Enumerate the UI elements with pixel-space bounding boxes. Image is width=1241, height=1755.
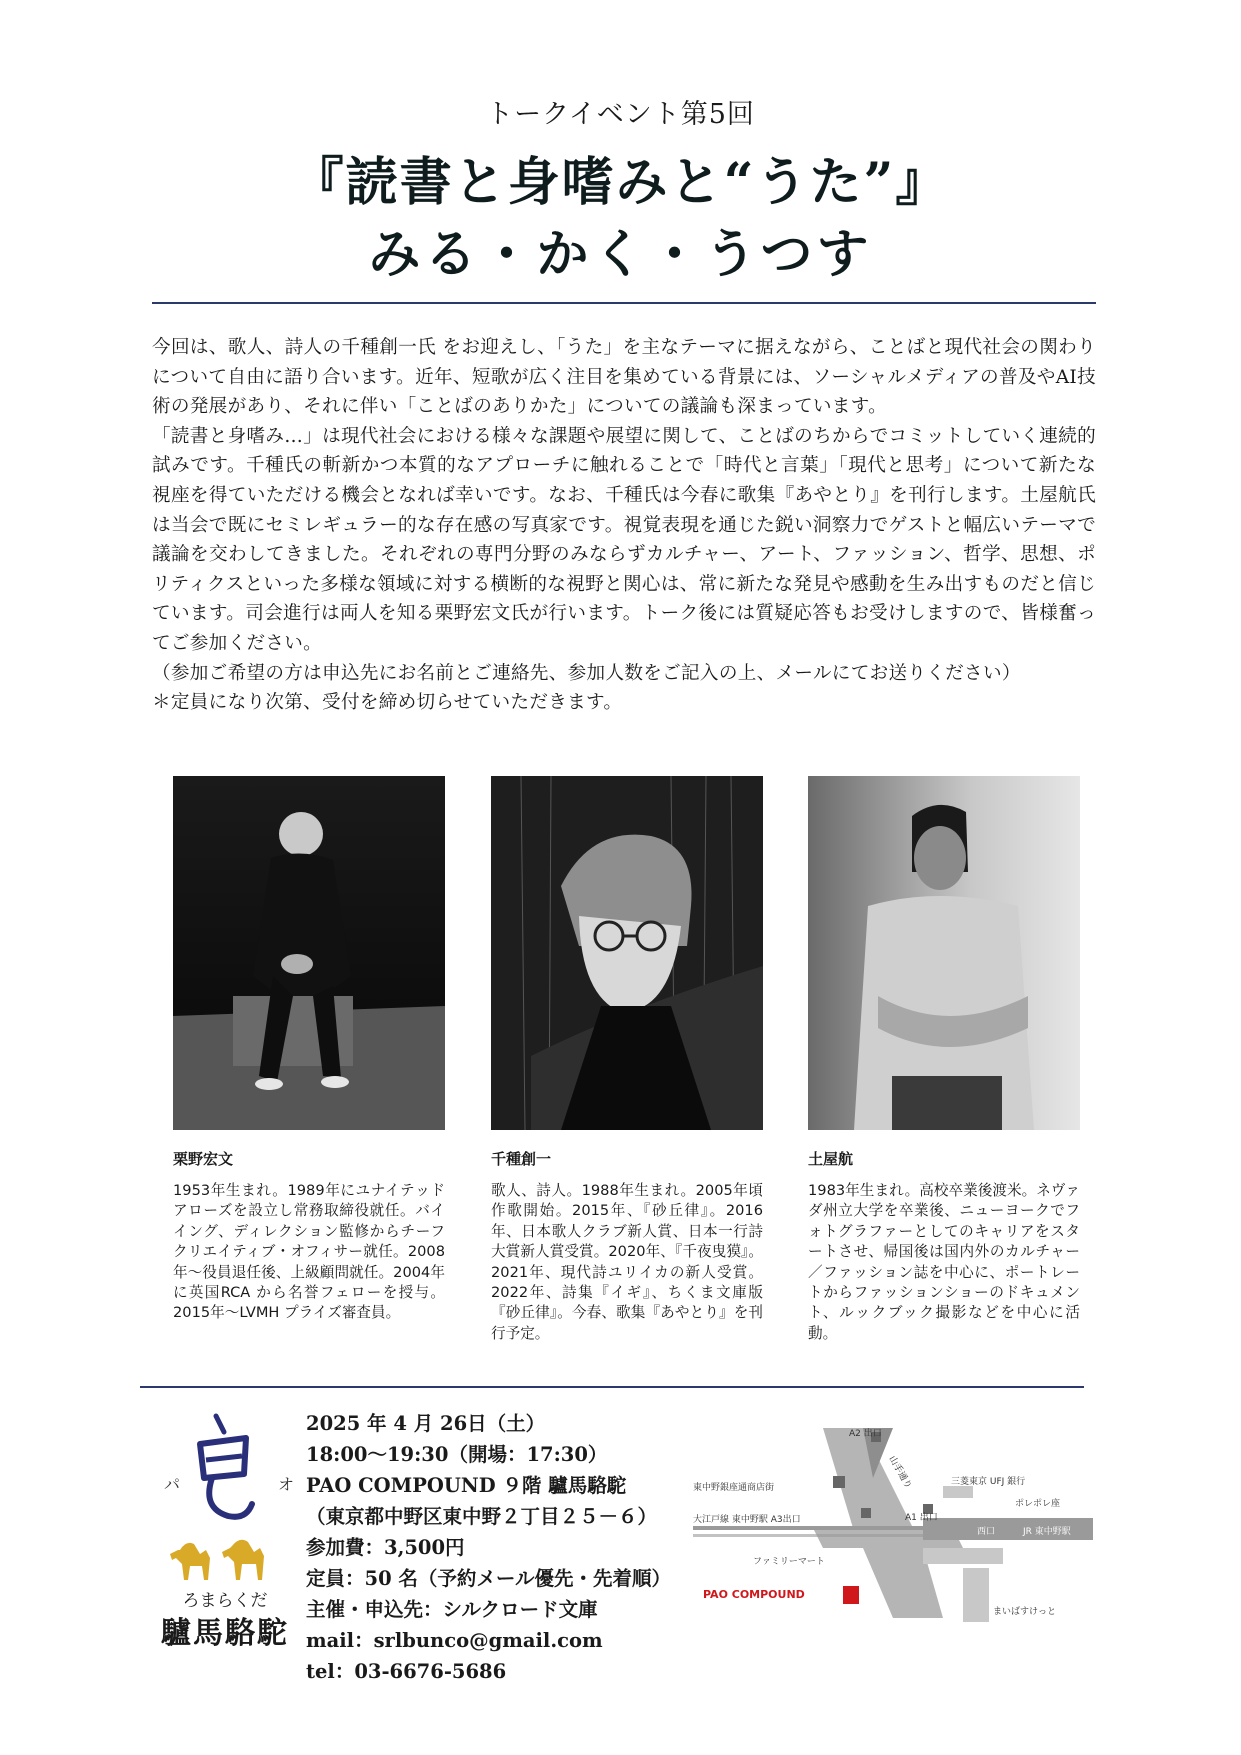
- intro-deadline-note: ＊定員になり次第、受付を締め切らせていただきます。: [152, 692, 623, 714]
- map-label-poreporu: ポレポレ座: [1015, 1499, 1061, 1509]
- speaker-bio-kurino: [173, 1148, 445, 1324]
- intro-text: [152, 333, 1096, 718]
- divider-bottom: [140, 1386, 1084, 1388]
- map-label-nishiguchi: 西口: [977, 1527, 996, 1537]
- map-label-yamate: 山手通り: [886, 1454, 914, 1491]
- intro-paragraph-1: 今回は、歌人、詩人の千種創一氏 をお迎えし、「うた」を主なテーマに据えながら、ことばと現代社会の関わりについて自由に語り合います。近年、短歌が広く注目を集めている背景には、ソーシャルメディアの普及やAI技術の発展があり、それに伴い「ことばのありかた」についての議論も深まっています。: [152, 337, 1096, 418]
- speaker-bio-chigusa: [491, 1148, 763, 1344]
- logo-name: 驢馬駱駝: [161, 1616, 289, 1651]
- map-label-maibasu: まいばすけっと: [993, 1607, 1057, 1617]
- map-label-shinkin: 東中野銀座通商店街: [693, 1483, 775, 1493]
- event-capacity: 定員：50 名（予約メール優先・先着順）: [306, 1567, 672, 1590]
- logo-kana-o: オ: [278, 1475, 295, 1494]
- intro-paragraph-2: 「読書と身嗜み…」は現代社会における様々な課題や展望に関して、ことばのちからでコミットしていく連続的試みです。千種氏の斬新かつ本質的なアプローチに触れることで「時代と言葉」「現代と思考」について新たな視座を得ていただける機会となれば幸いです。なお、千種氏は今春に歌集『あやとり』を刊行します。土屋航氏は当会で既にセミレギュラー的な存在感の写真家です。視覚表現を通じた鋭い洞察力でゲストと幅広いテーマで議論を交わしてきました。それぞれの専門分野のみならずカルチャー、アート、ファッション、哲学、思想、ポリティクスといった多様な領域に対する横断的な視野と関心は、常に新たな発見や感動を生み出すものだと信じています。司会進行は両人を知る栗野宏文氏が行います。トーク後には質疑応答もお受けしますので、皆様奮ってご参加ください。: [152, 425, 1096, 654]
- logo-subtitle: ろまらくだ: [182, 1591, 268, 1611]
- pao-calligraphy-icon: [150, 1408, 300, 1528]
- speaker-name: 土屋航: [808, 1150, 854, 1168]
- event-date: 2025 年 4 月 26日（土）: [306, 1412, 546, 1435]
- speaker-bio-text: 歌人、詩人。1988年生まれ。2005年頃作歌開始。2015年、『砂丘律』。2016年、日本歌人クラブ新人賞、日本一行詩大賞新人賞受賞。2020年、『千夜曳獏』。2021年、現代詩ユリイカの新人受賞。2022年、詩集『イギ』、ちくま文庫版『砂丘律』。今春、歌集『あやとり』を刊行予定。: [491, 1182, 763, 1342]
- speaker-name: 千種創一: [491, 1150, 552, 1168]
- divider-top: [152, 302, 1096, 304]
- speaker-bio-text: 1953年生まれ。1989年にユナイテッドアローズを設立し常務取締役就任。バイイング、ディレクション監修からチーフクリエイティブ・オフィサー就任。2008年〜役員退任後、上級顧問就任。2004年に英国RCA から名誉フェローを授与。2015年〜LVMH プライズ審査員。: [173, 1182, 445, 1322]
- map-label-pao: PAO COMPOUND: [703, 1588, 805, 1601]
- event-venue: PAO COMPOUND ９階 驢馬駱駝: [306, 1474, 627, 1497]
- map-label-a2: A2 出口: [849, 1429, 882, 1439]
- venue-logo: [150, 1408, 310, 1658]
- event-fee: 参加費：3,500円: [306, 1536, 465, 1559]
- contact-tel[interactable]: tel：03-6676-5686: [306, 1660, 507, 1683]
- event-title-sub: みる・かく・うつす: [368, 224, 873, 285]
- speaker-bio-text: 1983年生まれ。高校卒業後渡米。ネヴァダ州立大学を卒業後、ニューヨークでフォトグラファーとしてのキャリアをスタートさせ、帰国後は国内外のカルチャー／ファッション誌を中心に、ポートレートからファッションショーのドキュメント、ルックブック撮影などを中心に活動。: [808, 1182, 1080, 1342]
- speaker-photo-tsuchiya: [808, 776, 1080, 1130]
- event-time: 18:00〜19:30（開場：17:30）: [306, 1443, 608, 1466]
- logo-kana-pa: パ: [164, 1475, 181, 1494]
- intro-note: （参加ご希望の方は申込先にお名前とご連絡先、参加人数をご記入の上、メールにてお送りください）: [152, 662, 1021, 684]
- event-address: （東京都中野区東中野２丁目２５－６）: [306, 1505, 658, 1528]
- map-label-ufj: 三菱東京 UFJ 銀行: [951, 1477, 1026, 1487]
- speaker-name: 栗野宏文: [173, 1150, 234, 1168]
- camels-icon: [150, 1528, 300, 1588]
- speaker-photo-kurino: [173, 776, 445, 1130]
- contact-mail[interactable]: mail：srlbunco@gmail.com: [306, 1629, 603, 1652]
- map-label-jr: JR 東中野駅: [1023, 1527, 1071, 1537]
- map-label-a1: A1 出口: [905, 1513, 938, 1523]
- map-label-family: ファミリーマート: [753, 1557, 825, 1567]
- event-title: 『読書と身嗜みと“うた”』: [291, 152, 950, 213]
- speaker-bio-tsuchiya: [808, 1148, 1080, 1344]
- event-info: [306, 1408, 706, 1687]
- speaker-photo-chigusa: [491, 776, 763, 1130]
- event-organizer: 主催・申込先：シルクロード文庫: [306, 1598, 598, 1621]
- map-label-oedo: 大江戸線 東中野駅 A3出口: [693, 1515, 801, 1525]
- event-series-label: トークイベント第5回: [486, 99, 755, 130]
- access-map: [693, 1418, 1093, 1628]
